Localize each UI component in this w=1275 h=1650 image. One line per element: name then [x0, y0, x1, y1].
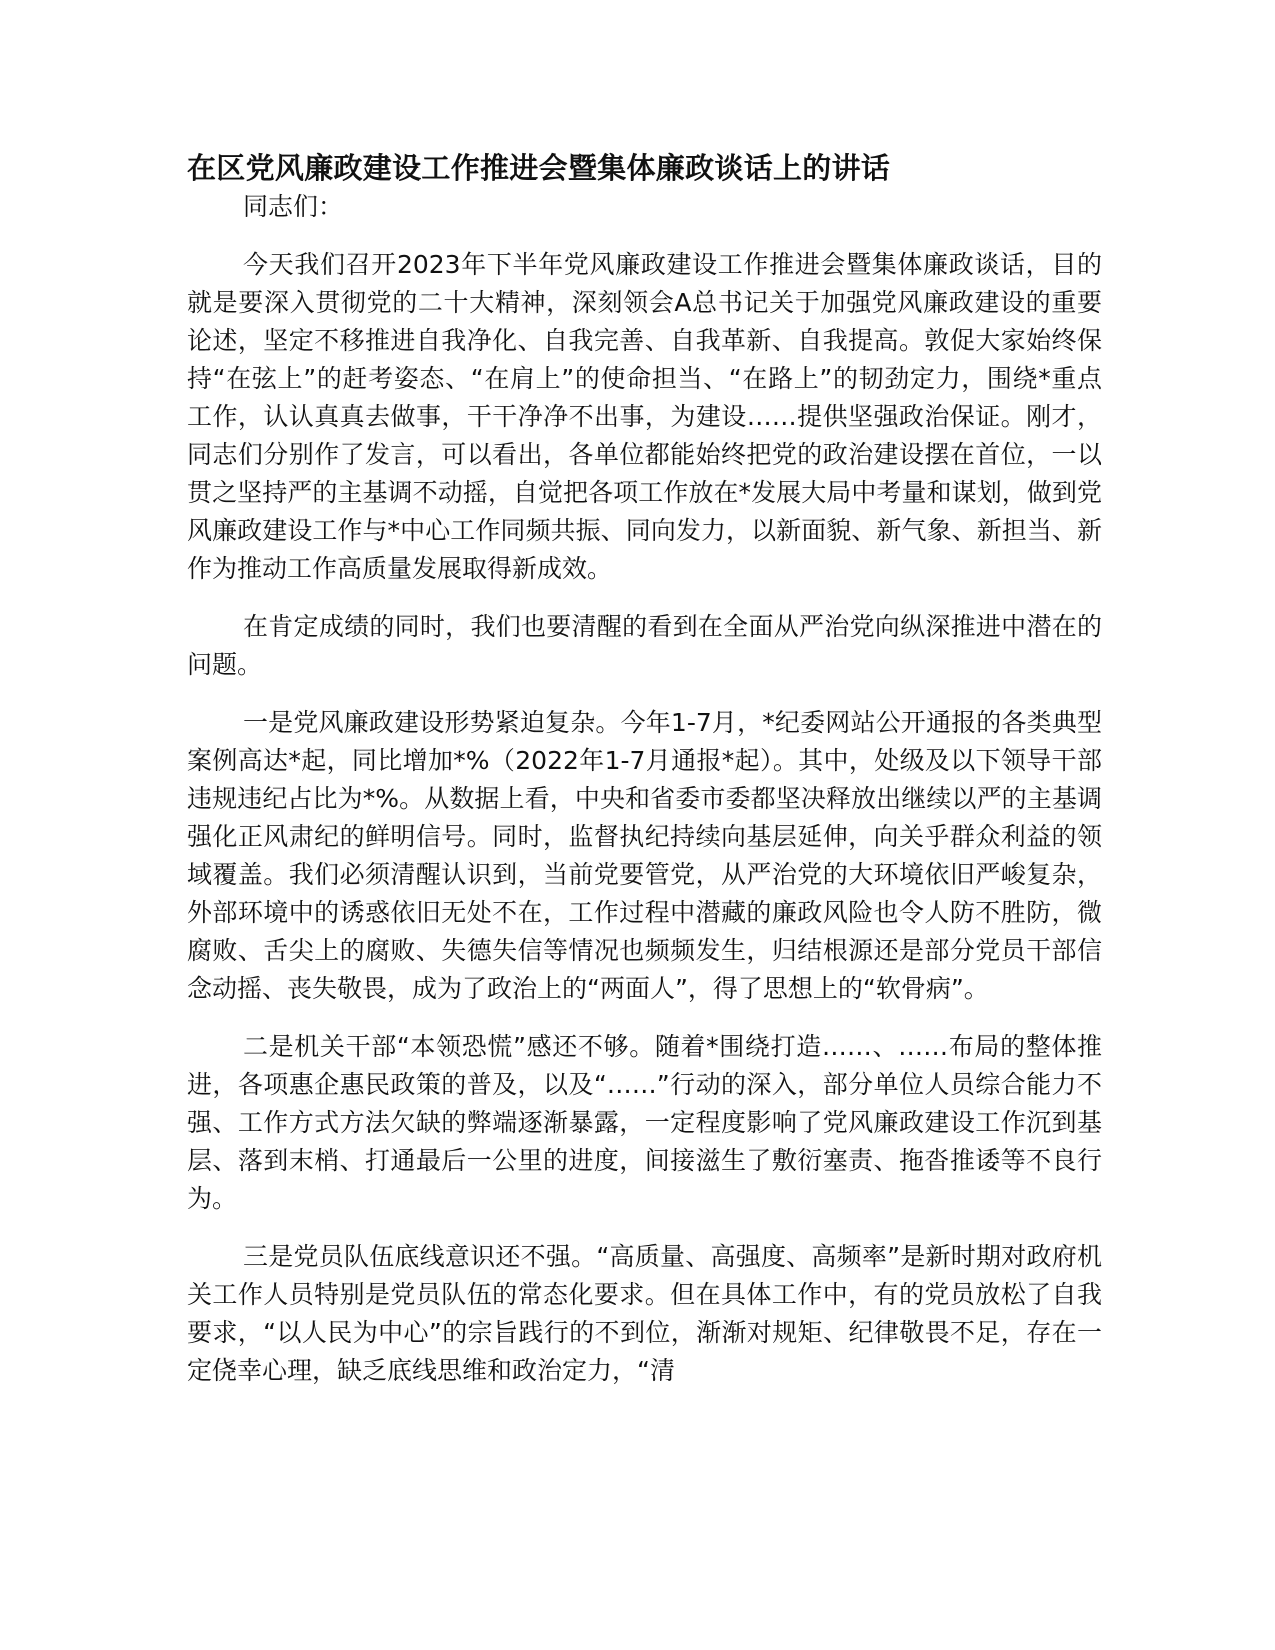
- paragraph-point-two: 二是机关干部“本领恐慌”感还不够。随着*围绕打造……、……布局的整体推进，各项惠企惠民政策的普及，以及“……”行动的深入，部分单位人员综合能力不强、工作方式方法欠缺的弊端逐渐暴露，一定程度影响了党风廉政建设工作沉到基层、落到末梢、打通最后一公里的进度，间接滋生了敷衍塞责、拖沓推诿等不良行为。: [187, 1032, 1102, 1213]
- paragraph-point-one: 一是党风廉政建设形势紧迫复杂。今年1-7月，*纪委网站公开通报的各类典型案例高达*起，同比增加*%（2022年1-7月通报*起）。其中，处级及以下领导干部违规违纪占比为*%。从数据上看，中央和省委市委都坚决释放出继续以严的主基调强化正风肃纪的鲜明信号。同时，监督执纪持续向基层延伸，向关乎群众利益的领域覆盖。我们必须清醒认识到，当前党要管党，从严治党的大环境依旧严峻复杂，外部环境中的诱惑依旧无处不在，工作过程中潜藏的廉政风险也令人防不胜防，微腐败、舌尖上的腐败、失德失信等情况也频频发生，归结根源还是部分党员干部信念动摇、丧失敬畏，成为了政治上的“两面人”，得了思想上的“软骨病”。: [187, 708, 1102, 1003]
- document-title: 在区党风廉政建设工作推进会暨集体廉政谈话上的讲话: [187, 151, 891, 185]
- paragraph-intro: 今天我们召开2023年下半年党风廉政建设工作推进会暨集体廉政谈话，目的就是要深入贯彻党的二十大精神，深刻领会A总书记关于加强党风廉政建设的重要论述，坚定不移推进自我净化、自我完善、自我革新、自我提高。敦促大家始终保持“在弦上”的赶考姿态、“在肩上”的使命担当、“在路上”的韧劲定力，围绕*重点工作，认认真真去做事，干干净净不出事，为建设……提供坚强政治保证。刚才，同志们分别作了发言，可以看出，各单位都能始终把党的政治建设摆在首位，一以贯之坚持严的主基调不动摇，自觉把各项工作放在*发展大局中考量和谋划，做到党风廉政建设工作与*中心工作同频共振、同向发力，以新面貌、新气象、新担当、新作为推动工作高质量发展取得新成效。: [187, 250, 1102, 583]
- paragraph-point-three: 三是党员队伍底线意识还不强。“高质量、高强度、高频率”是新时期对政府机关工作人员特别是党员队伍的常态化要求。但在具体工作中，有的党员放松了自我要求，“以人民为中心”的宗旨践行的不到位，渐渐对规矩、纪律敬畏不足，存在一定侥幸心理，缺乏底线思维和政治定力，“清: [187, 1242, 1102, 1385]
- paragraph-transition: 在肯定成绩的同时，我们也要清醒的看到在全面从严治党向纵深推进中潜在的问题。: [187, 612, 1102, 679]
- salutation: 同志们：: [243, 192, 344, 221]
- document-page: [187, 148, 1102, 1410]
